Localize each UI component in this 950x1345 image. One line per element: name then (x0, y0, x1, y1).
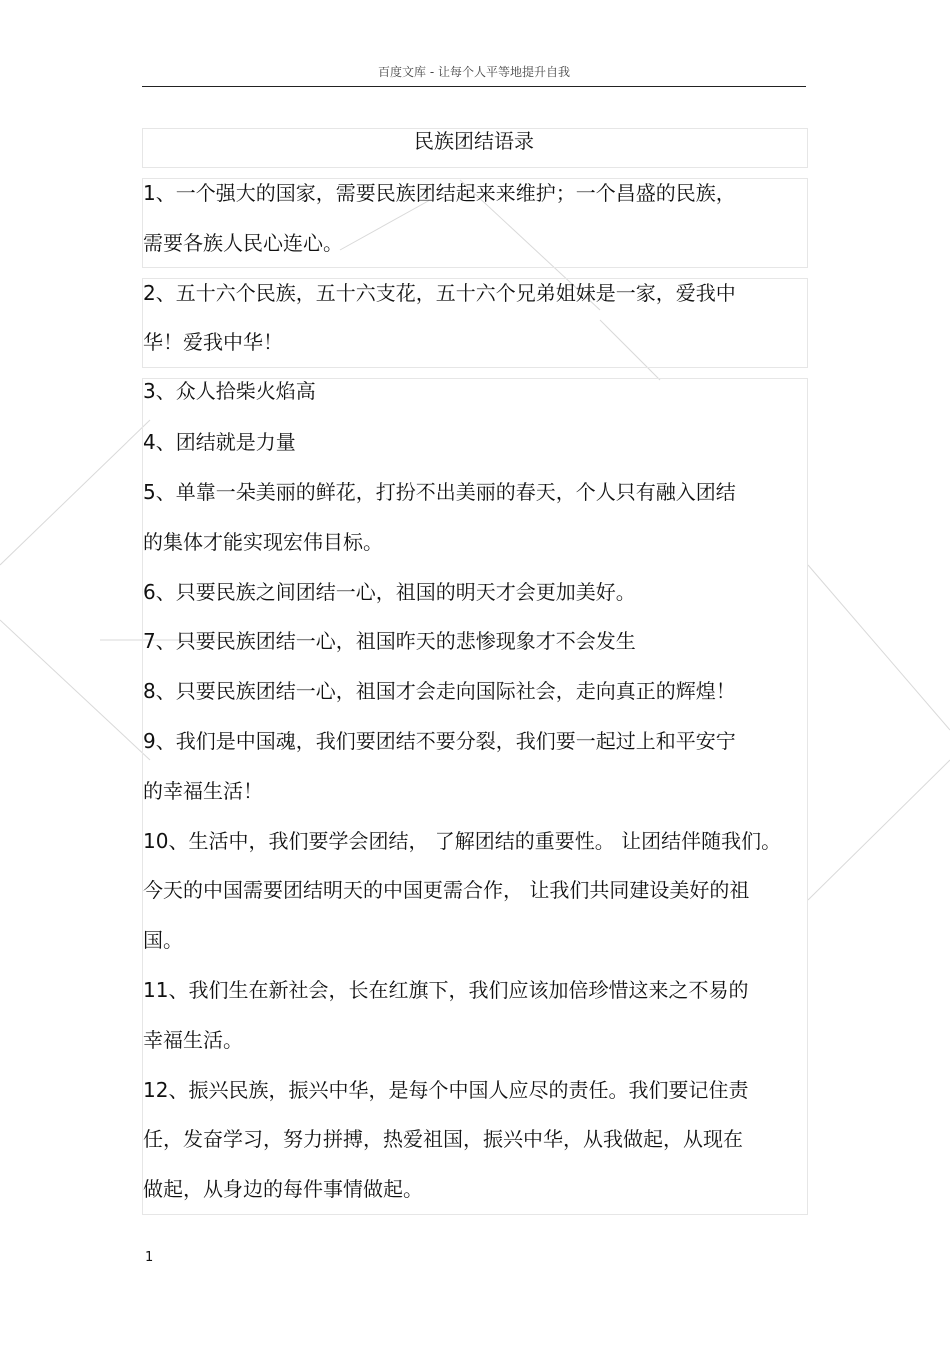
text-line: 9、我们是中国魂，我们要团结不要分裂，我们要一起过上和平安宁 (143, 729, 736, 753)
text-line: 任，发奋学习，努力拼搏，热爱祖国，振兴中华，从我做起，从现在 (143, 1127, 743, 1151)
text-line: 的集体才能实现宏伟目标。 (143, 530, 383, 554)
text-line: 10、生活中，我们要学会团结， 了解团结的重要性。 让团结伴随我们。 (143, 829, 782, 853)
text-line: 8、只要民族团结一心，祖国才会走向国际社会，走向真正的辉煌！ (143, 679, 736, 703)
text-line: 12、振兴民族，振兴中华，是每个中国人应尽的责任。我们要记住责 (143, 1078, 749, 1102)
text-line: 5、单靠一朵美丽的鲜花，打扮不出美丽的春天，个人只有融入团结 (143, 480, 736, 504)
text-line: 需要各族人民心连心。 (143, 231, 343, 255)
text-line: 7、只要民族团结一心，祖国昨天的悲惨现象才不会发生 (143, 629, 636, 653)
text-line: 2、五十六个民族，五十六支花，五十六个兄弟姐妹是一家，爱我中 (143, 281, 736, 305)
document-title: 民族团结语录 (414, 129, 534, 153)
text-line: 幸福生活。 (143, 1028, 243, 1052)
text-line: 6、只要民族之间团结一心，祖国的明天才会更加美好。 (143, 580, 636, 604)
text-line: 的幸福生活！ (143, 779, 263, 803)
text-line: 华！爱我中华！ (143, 330, 283, 354)
text-line: 3、众人拾柴火焰高 (143, 379, 316, 403)
text-line: 11、我们生在新社会，长在红旗下，我们应该加倍珍惜这来之不易的 (143, 978, 749, 1002)
text-line: 做起，从身边的每件事情做起。 (143, 1177, 423, 1201)
text-line: 国。 (143, 928, 183, 952)
text-line: 4、团结就是力量 (143, 430, 296, 454)
header-divider (142, 86, 806, 87)
text-line: 1、一个强大的国家，需要民族团结起来来维护；一个昌盛的民族， (143, 181, 736, 205)
text-line: 今天的中国需要团结明天的中国更需合作， 让我们共同建设美好的祖 (143, 878, 750, 902)
page-header: 百度文库 - 让每个人平等地提升自我 (378, 65, 570, 79)
page-number: 1 (145, 1250, 154, 1265)
